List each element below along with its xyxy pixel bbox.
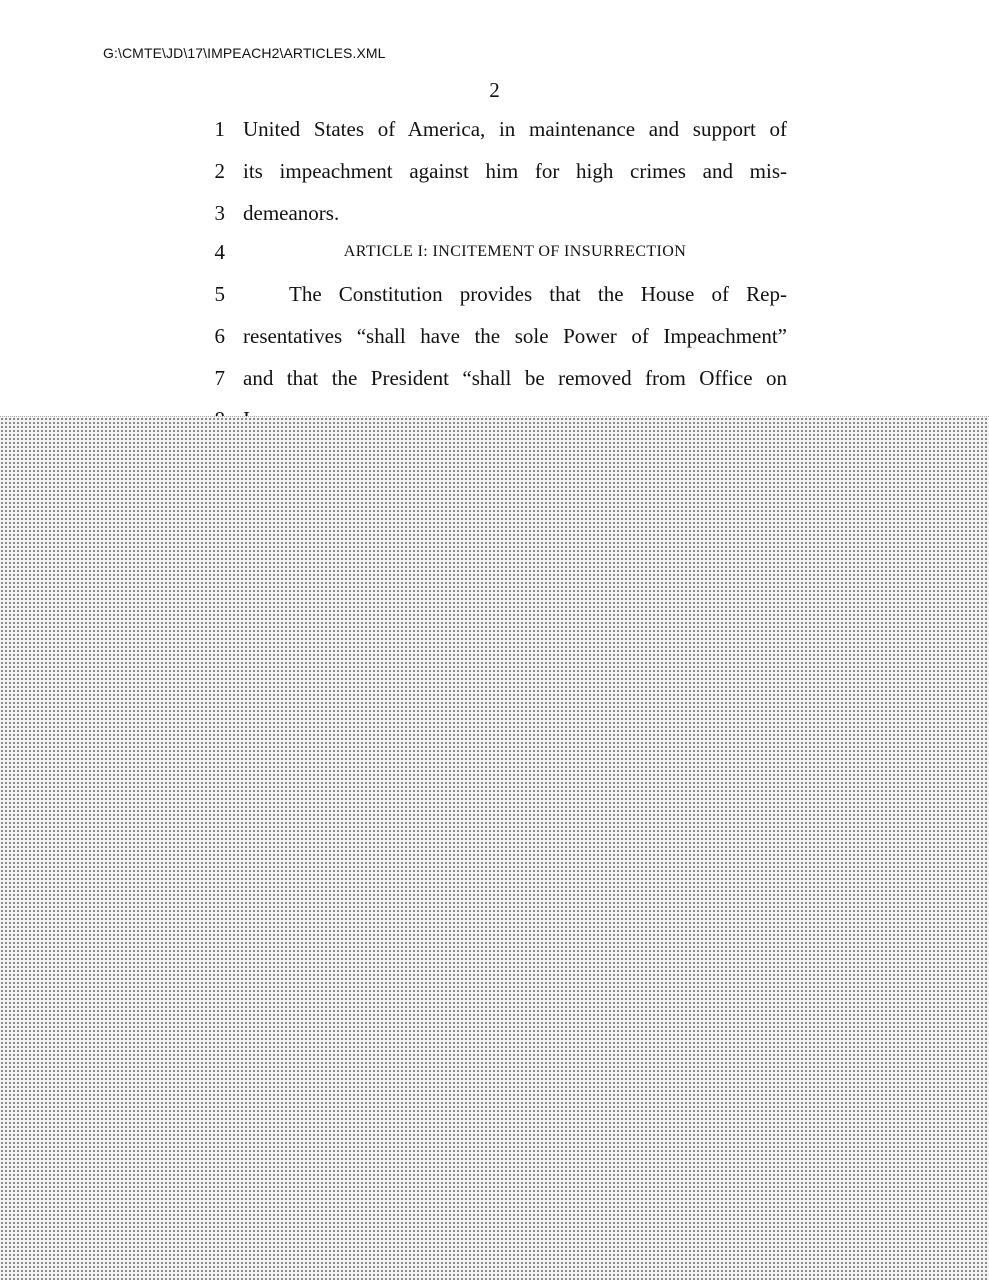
dotted-overlay-region bbox=[0, 416, 989, 1280]
line-text: demeanors. bbox=[243, 201, 340, 225]
text-line bbox=[205, 201, 787, 231]
page-number: 2 bbox=[489, 78, 500, 102]
article-heading: ARTICLE I: INCITEMENT OF INSURRECTION bbox=[343, 243, 687, 260]
line-text: its impeachment against him for high crimes and mis- bbox=[243, 159, 787, 183]
line-number: 6 bbox=[214, 324, 225, 348]
file-path-header: G:\CMTE\JD\17\IMPEACH2\ARTICLES.XML bbox=[103, 45, 386, 61]
line-text: The Constitution provides that the House of Rep- bbox=[289, 282, 787, 306]
line-number: 4 bbox=[214, 240, 225, 264]
line-number: 7 bbox=[214, 366, 225, 390]
line-text: United States of America, in maintenance and support of bbox=[243, 117, 787, 141]
line-number: 2 bbox=[214, 159, 225, 183]
text-line bbox=[205, 324, 787, 354]
line-text: and that the President “shall be removed from Office on bbox=[243, 366, 787, 390]
text-line bbox=[205, 282, 787, 312]
line-number: 5 bbox=[214, 282, 225, 306]
text-line bbox=[205, 366, 787, 396]
text-line bbox=[205, 117, 787, 147]
line-text: resentatives “shall have the sole Power of Impeachment” bbox=[243, 324, 787, 348]
line-number: 1 bbox=[214, 117, 225, 141]
line-number: 3 bbox=[214, 201, 225, 225]
text-line bbox=[205, 240, 787, 270]
text-line bbox=[205, 159, 787, 189]
